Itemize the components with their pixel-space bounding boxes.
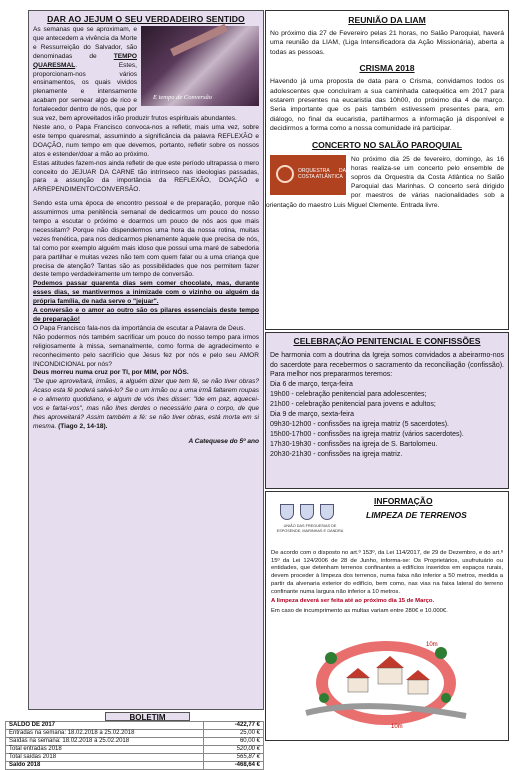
parish-union-text: UNIÃO DAS FREGUESIAS DE ESPOSENDE, MARINHAS E GANDRA [276, 524, 344, 533]
diagram-label: 10m [391, 724, 403, 730]
balance-panel [5, 712, 264, 770]
schedule-line: 21h00 - celebração penitencial para jovens e adultos; [270, 400, 436, 408]
crest-icon [320, 504, 334, 520]
schedule-line: 19h00 - celebração penitencial para adolescentes; [270, 390, 427, 398]
article-paragraph-4: Sendo esta uma época de encontro pessoal e de preparação, porque não assumirmos uma penitência semanal de dedicarmos um pouco do nosso tempo a escutar o próximo e doarmos um pouco de nós aos que mais necessitam? Porque não dispendermos uma hora da nossa rotina, muitas vezes frenética, para nos dedicarmos plenamente àquele que precisa de nós, tal como por exemplo alguém mais idoso que possui uma maré de sabedoria para partilhar e muitas vezes não tem com quem falar ou a uma criança que precisa de atenção? Tantas são as possibilidades que nos permitem fazer deste tempo verdadeiramente um tempo de conversão. [33, 200, 259, 279]
balance-label: Total saídas 2018 [6, 754, 204, 762]
balance-row [6, 762, 264, 770]
confessions-schedule [266, 380, 508, 461]
article-paragraph-8: Não podermos nós também sacrificar um pouco do nosso tempo para irmos religiosamente à missa, semanalmente, como forma de agradecimento e reconhecimento pelo sacrifício que Jesus fez por nós e pelo seu AMOR INCONDICIONAL por nós? [33, 333, 259, 368]
balance-row [6, 754, 264, 762]
balance-table [5, 721, 264, 770]
confessions-title: CELEBRAÇÃO PENITENCIAL E CONFISSÕES [293, 336, 481, 346]
article-paragraph-2: Neste ano, o Papa Francisco convoca-nos a refletir, mais uma vez, sobre este tempo quaresmal, assumindo a significância da palavra REFLEXÃO e DOAÇÃO, num tempo em que devemos, portanto, refletir sobre os nossos atos e estender/doar a mão ao próximo. [33, 123, 259, 158]
article-paragraph-6: A conversão e o amor ao outro são os pilares essenciais deste tempo de preparação! [33, 307, 259, 323]
article-paragraph-1: E tempo de Conversão As semanas que se aproximam, e que antecedem a vivência da Morte e Ressurreição do Salvador, são denominadas de TEMPO QUARESMAL. Estes, proporcionam-nos vários ensinamentos, os quais vividos plenamente e intensamente acabam por semear algo de rico e fortalecedor dentro de nós, que por sua vez, bem aproveitados irão produzir frutos espirituais abundantes. [29, 26, 263, 124]
concert-block: ORQUESTRA DA COSTA ATLÂNTICA No próximo dia 25 de fevereiro, domingo, às 16 horas realiza-se um concerto pelo ensemble de sopros da Orquestra da Costa Atlântica no Salão Paroquial das Marinhas. O concerto será dirigido por maestros de várias nacionalidades sob a orientação do maestro Luis Miguel Clemente. Entrada livre. [266, 155, 504, 209]
concert-title: CONCERTO NO SALÃO PAROQUIAL [311, 139, 463, 150]
balance-label: Entradas na semana: 18.02.2018 a 25.02.2018 [6, 730, 204, 738]
orchestra-emblem-icon [276, 165, 294, 183]
article-signature: A Catequese do 5º ano [188, 437, 259, 445]
article-paragraph-5: Podemos passar quarenta dias sem comer chocolate, mas, durante esses dias, se mantivermos a inimizade com o vizinho ou alguém da própria família, de nada serve o "jejuar". [33, 280, 259, 306]
balance-row [6, 738, 264, 746]
clearing-diagram [306, 628, 466, 736]
photo-caption: E tempo de Conversão [153, 94, 213, 102]
balance-label: Saldo 2018 [6, 762, 204, 770]
article-quote: "De que aproveitará, irmãos, a alguém dizer que tem fé, se não tiver obras? Acaso esta fé poderá salvá-lo? Se o um irmão ou a uma irmã faltarem roupas e o alimento quotidiano, e algum de vós lhes disser: "Ide em paz, aquecei-vos e fartai-vos", mas não lhes derdes o necessário para o corpo, de que lhes aproveitará? Assim também a fé: se não tiver obras, está morta em si mesma. (Tiago 2, 14-18). [33, 378, 259, 430]
crisma-text: Havendo já uma proposta de data para o Crisma, convidamos todos os adolescentes que concluíram a sua caminhada catequética em 2017 para estarem presentes na eucaristia das 10h00, do próximo dia 4 de março. Seria importante que os pais também estivessem presentes para, em diálogo, no final da eucaristia, partilharmos a informação já disponível e decidirmos a forma como a nossa comunidade irá participar. [270, 78, 504, 133]
schedule-line: 17h30-19h30 - confissões na igreja de S. Bartolomeu. [270, 441, 438, 449]
balance-row [6, 722, 264, 730]
balance-value: -422,77 € [204, 722, 264, 730]
balance-value: 25,00 € [204, 730, 264, 738]
article-title: DAR AO JEJUM O SEU VERDADEIRO SENTIDO [47, 14, 245, 24]
balance-title: BOLETIM [105, 712, 190, 721]
crest-icon [300, 504, 314, 520]
info-title: INFORMAÇÃO [374, 496, 433, 506]
orchestra-logo [270, 155, 346, 195]
schedule-line: 15h00-17h00 - confissões na igreja matriz (vários sacerdotes). [270, 431, 464, 439]
confessions-intro: De harmonia com a doutrina da Igreja somos convidados a abeirarmo-nos do sacerdote para recebermos o sacramento da reconciliação (confissão). Para melhor nos prepararmos teremos: [270, 352, 504, 379]
balance-value: -468,64 € [204, 762, 264, 770]
confessions-box [265, 332, 509, 489]
liam-text: No próximo dia 27 de Fevereiro pelas 21 horas, no Salão Paroquial, haverá uma reunião da LIAM, (Liga Intensificadora da Ação Missionária), aberta a todas as pessoas. [270, 30, 504, 56]
balance-label: SALDO DE 2017 [6, 722, 204, 730]
schedule-line: Dia 9 de março, sexta-feira [270, 411, 355, 419]
balance-value: 565,87 € [204, 754, 264, 762]
info-penalty: Em caso de incumprimento as multas variam entre 280€ e 10.000€. [271, 607, 448, 614]
diagram-label: 10m [426, 642, 438, 648]
schedule-line: 20h30-21h30 - confissões na igreja matriz. [270, 451, 403, 459]
parish-logos [274, 504, 346, 546]
announcements-box [265, 10, 509, 330]
orchestra-logo-text: ORQUESTRA DA COSTA ATLÂNTICA [298, 167, 346, 180]
crest-icon [280, 504, 294, 520]
info-deadline: A limpeza deverá ser feita até ao próximo dia 15 de Março. [271, 598, 435, 605]
balance-value: 520,00 € [204, 746, 264, 754]
balance-label: Saídas na semana: 18.02.2018 a 25.02.2018 [6, 738, 204, 746]
liam-title: REUNIÃO DA LIAM [348, 15, 426, 25]
balance-label: Total entradas 2018 [6, 746, 204, 754]
schedule-line: Dia 6 de março, terça-feira [270, 380, 353, 388]
info-subtitle: LIMPEZA DE TERRENOS [366, 510, 467, 520]
fasting-article [28, 10, 264, 710]
land-cleaning-box [265, 491, 509, 741]
article-paragraph-9: Deus morreu numa cruz por TI, por MIM, por NÓS. [33, 369, 189, 377]
diagram-label: 50m [328, 684, 340, 690]
info-text: De acordo com o disposto no art.º 153º, da Lei 114/2017, de 29 de Dezembro, e do art.º 15º da Lei 124/2006 de 28 de Junho, informa-se: Os Proprietários, usufrutuário ou entidades, que detenham terrenos confinantes a edifícios inseridos em espaços rurais, devem proceder à limpeza dos terrenos, numa faixa não inferior a 50 metros, medida a partir da alvenaria exterior do edifício, bem como, nas vias na faixa lateral do terreno confinante numa largura não inferior a 10 metros. [271, 550, 503, 595]
crisma-title: CRISMA 2018 [359, 63, 415, 74]
schedule-line: 09h30-12h00 - confissões na igreja matriz (5 sacerdotes). [270, 421, 449, 429]
balance-row [6, 746, 264, 754]
lent-photo [141, 26, 259, 106]
article-paragraph-7: O Papa Francisco fala-nos da importância de escutar a Palavra de Deus. [33, 324, 246, 332]
balance-value: 60,00 € [204, 738, 264, 746]
article-paragraph-3: Estas atitudes fazem-nos ainda refletir de que este período ultrapassa o mero conceito do JEJUAR DA CARNE tão intrínseco nas ideologias passadas, para a assunção da importância da REFLEXÃO, DOAÇÃO e ARREPENDIMENTO/CONVERSÃO. [33, 159, 259, 194]
balance-row [6, 730, 264, 738]
cross-image [170, 24, 228, 57]
